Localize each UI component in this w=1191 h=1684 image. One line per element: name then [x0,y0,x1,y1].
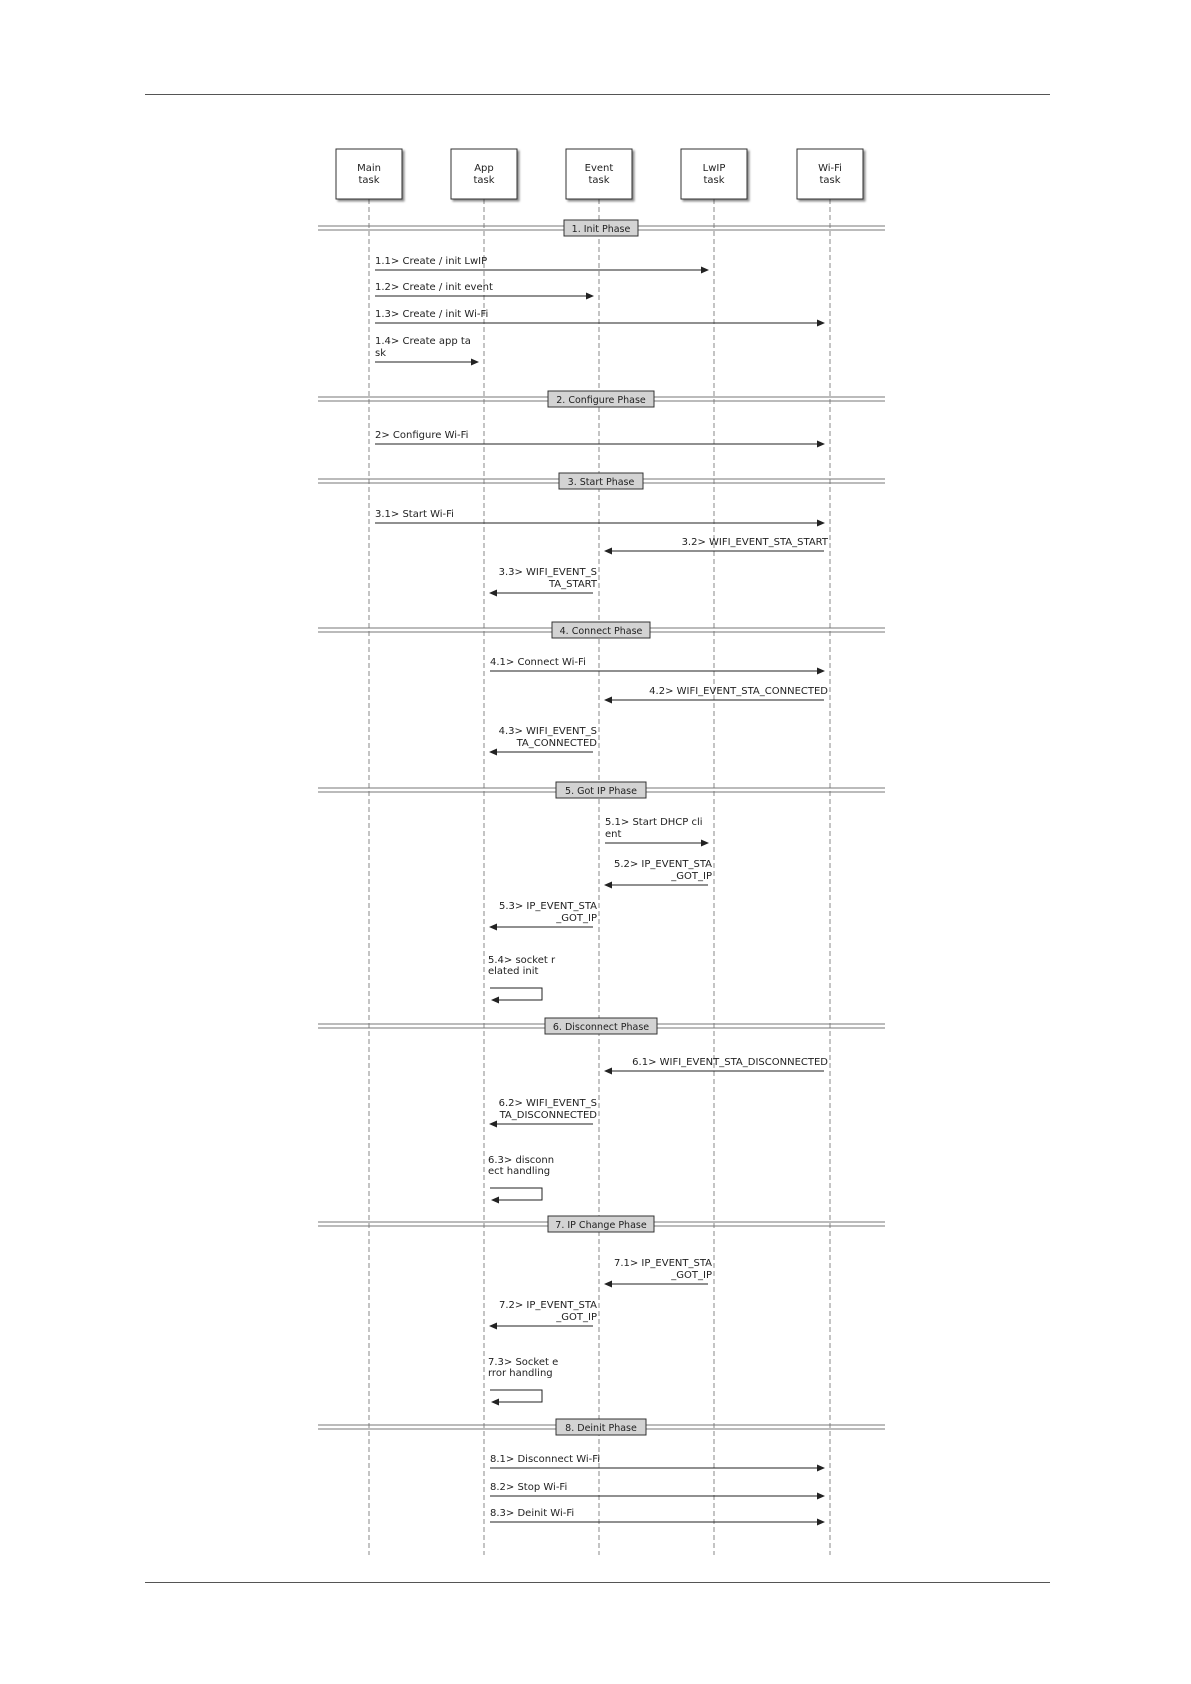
message-label: 4.3> WIFI_EVENT_S [498,726,597,737]
participant-label-app: task [473,175,495,186]
message-label: 1.3> Create / init Wi-Fi [375,309,489,320]
message-arrow-self [490,1188,542,1200]
participant-box-app [451,149,517,199]
message-label: 7.3> Socket e [488,1357,559,1368]
participant-label-main: task [358,175,380,186]
participant-box-lwip [681,149,747,199]
phases-layer [318,220,885,1435]
message-label: 1.1> Create / init LwIP [375,256,488,267]
phase-title: 8. Deinit Phase [565,1423,637,1434]
participant-label-lwip: task [703,175,725,186]
participant-label-wifi: Wi-Fi [818,163,842,174]
lifelines-layer [336,149,863,1555]
message-label: 4.2> WIFI_EVENT_STA_CONNECTED [649,686,828,697]
message-label: _GOT_IP [671,1270,712,1281]
phase-title: 1. Init Phase [571,224,631,235]
message-label: 8.1> Disconnect Wi-Fi [490,1454,601,1465]
participant-label-event: Event [584,163,614,174]
message-label: 6.1> WIFI_EVENT_STA_DISCONNECTED [632,1057,828,1068]
message-label: 1.2> Create / init event [375,282,493,293]
message-label: 3.2> WIFI_EVENT_STA_START [681,537,828,548]
participant-box-event [566,149,632,199]
message-label: 7.1> IP_EVENT_STA [613,1258,712,1269]
message-arrow-self [490,1390,542,1402]
messages-layer [375,256,829,1522]
message-label: ent [605,829,622,840]
phase-title: 7. IP Change Phase [555,1220,647,1231]
message-label: rror handling [488,1368,553,1379]
participant-label-wifi: task [819,175,841,186]
message-label: 5.1> Start DHCP cli [605,817,703,828]
phase-title: 4. Connect Phase [559,626,643,637]
message-label: TA_START [548,579,597,590]
phase-title: 6. Disconnect Phase [552,1022,650,1033]
message-label: 1.4> Create app ta [375,336,471,347]
message-label: _GOT_IP [671,871,712,882]
phase-title: 3. Start Phase [567,477,635,488]
message-label: _GOT_IP [556,913,597,924]
message-label: 4.1> Connect Wi-Fi [490,657,586,668]
message-label: 5.3> IP_EVENT_STA [498,901,597,912]
message-label: 6.2> WIFI_EVENT_S [498,1098,597,1109]
message-label: 8.3> Deinit Wi-Fi [490,1508,575,1519]
participant-box-wifi [797,149,863,199]
participant-label-main: Main [357,163,381,174]
phase-title: 2. Configure Phase [556,395,646,406]
message-label: 3.3> WIFI_EVENT_S [498,567,597,578]
participant-label-event: task [588,175,610,186]
message-label: 5.2> IP_EVENT_STA [613,859,712,870]
participant-label-app: App [474,163,494,174]
message-label: 5.4> socket r [488,955,556,966]
message-label: 7.2> IP_EVENT_STA [498,1300,597,1311]
message-label: 6.3> disconn [488,1155,555,1166]
message-label: TA_DISCONNECTED [499,1110,597,1121]
message-label: elated init [488,966,539,977]
message-label: sk [375,348,387,359]
message-label: 8.2> Stop Wi-Fi [490,1482,568,1493]
participant-label-lwip: LwIP [702,163,726,174]
message-label: _GOT_IP [556,1312,597,1323]
message-label: 2> Configure Wi-Fi [375,430,469,441]
message-label: ect handling [488,1166,551,1177]
phase-title: 5. Got IP Phase [565,786,637,797]
message-label: 3.1> Start Wi-Fi [375,509,454,520]
participant-box-main [336,149,402,199]
message-arrow-self [490,988,542,1000]
message-label: TA_CONNECTED [516,738,597,749]
